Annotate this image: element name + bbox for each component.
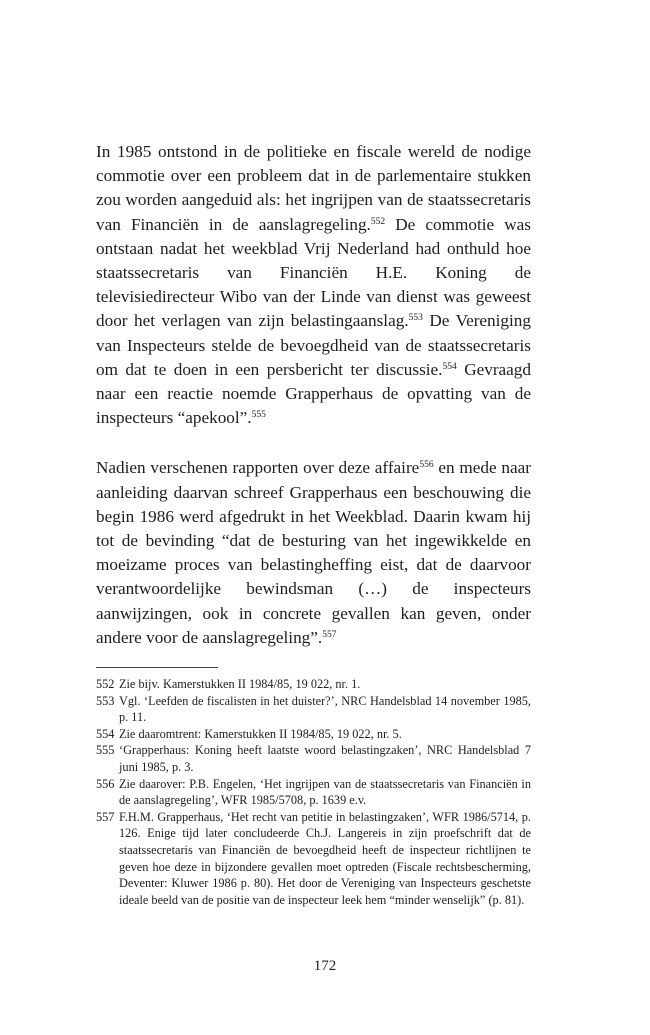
footnote-separator bbox=[96, 667, 218, 668]
footnote bbox=[96, 693, 531, 726]
footnote bbox=[96, 809, 531, 909]
footnote-number: 556 bbox=[96, 776, 115, 791]
footnote-number: 553 bbox=[96, 693, 115, 708]
text-run: De commotie was ontstaan nadat het weekblad Vrij Nederland had onthuld hoe staatssecretaris van Financiën H.E. Koning de televisiedirecteur Wibo van der Linde van dienst was geweest door het verlagen van zijn belastingaanslag. bbox=[96, 214, 531, 331]
footnote-reference[interactable]: 556 bbox=[419, 460, 434, 471]
footnote-reference[interactable]: 554 bbox=[442, 361, 457, 372]
footnote-reference[interactable]: 553 bbox=[408, 313, 423, 324]
footnote-text: Zie daarover: P.B. Engelen, ‘Het ingrijpen van de staatssecretaris van Financiën in de aanslagregeling’, WFR 1985/5708, p. 1639 e.v. bbox=[119, 776, 531, 808]
footnote-number: 555 bbox=[96, 743, 115, 758]
footnote-reference[interactable]: 552 bbox=[370, 216, 386, 227]
footnote-text: ‘Grapperhaus: Koning heeft laatste woord belastingzaken’, NRC Handelsblad 7 juni 1985, p. 3. bbox=[119, 743, 531, 774]
footnote bbox=[96, 742, 531, 775]
footnote-number: 554 bbox=[96, 726, 115, 741]
footnotes bbox=[96, 676, 531, 908]
text-run: en mede naar aanleiding daarvan schreef Grapperhaus een beschouwing die begin 1986 werd afgedrukt in het Weekblad. Daarin kwam hij tot de bevinding “dat de besturing van het ingewikkelde en moeizame proces van belastingheffing eist, dat de daarvoor verantwoordelijke bewindsman (…) de inspecteurs aanwijzingen, ook in concrete gevallen kan geven, onder andere voor de aanslagregeling”. bbox=[96, 458, 531, 647]
paragraph bbox=[96, 456, 531, 650]
text-run: In 1985 ontstond in de politieke en fiscale wereld de nodige commotie over een probleem dat in de parlementaire stukken zou worden aangeduid als: het ingrijpen van de staatssecretaris van Financiën in de aanslagregeling. bbox=[96, 142, 531, 234]
paragraph bbox=[96, 140, 531, 430]
footnote-text: Zie daaromtrent: Kamerstukken II 1984/85, 19 022, nr. 5. bbox=[119, 726, 402, 741]
footnote-number: 552 bbox=[96, 677, 115, 691]
footnote bbox=[96, 676, 531, 693]
text-run: De Vereniging van Inspecteurs stelde de bevoegdheid van de staatssecretaris om dat te doen in een persbericht ter discussie. bbox=[96, 311, 531, 379]
body-text bbox=[96, 140, 531, 676]
footnote bbox=[96, 726, 531, 743]
footnote-text: F.H.M. Grapperhaus, ‘Het recht van petitie in belastingzaken’, WFR 1986/5714, p. 126. Enige tijd later concludeerde Ch.J. Langereis in zijn proefschrift dat de staatssecretaris van Financiën de bevoegdheid heeft de inspecteur richtlijnen te geven hoe deze in bijzondere gevallen moet optreden (Fiscale rechtsbescherming, Deventer: Kluwer 1986 p. 80). Het door de Vereniging van Inspecteurs geschetste ideale beeld van de positie van de inspecteur leek hem “minder wenselijk” (p. 81). bbox=[119, 809, 531, 907]
footnote-reference[interactable]: 557 bbox=[322, 629, 337, 640]
footnote bbox=[96, 776, 531, 809]
text-run: Gevraagd naar een reactie noemde Grapperhaus de opvatting van de inspecteurs “apekool”. bbox=[96, 359, 531, 428]
footnote-reference[interactable]: 555 bbox=[251, 410, 266, 421]
footnote-text: Zie bijv. Kamerstukken II 1984/85, 19 022, nr. 1. bbox=[119, 677, 361, 691]
footnote-text: Vgl. ‘Leefden de fiscalisten in het duister?’, NRC Handelsblad 14 november 1985, p. 11. bbox=[119, 693, 531, 725]
footnote-number: 557 bbox=[96, 809, 115, 824]
page-number: 172 bbox=[313, 958, 337, 974]
text-run: Nadien verschenen rapporten over deze affaire bbox=[96, 458, 420, 478]
